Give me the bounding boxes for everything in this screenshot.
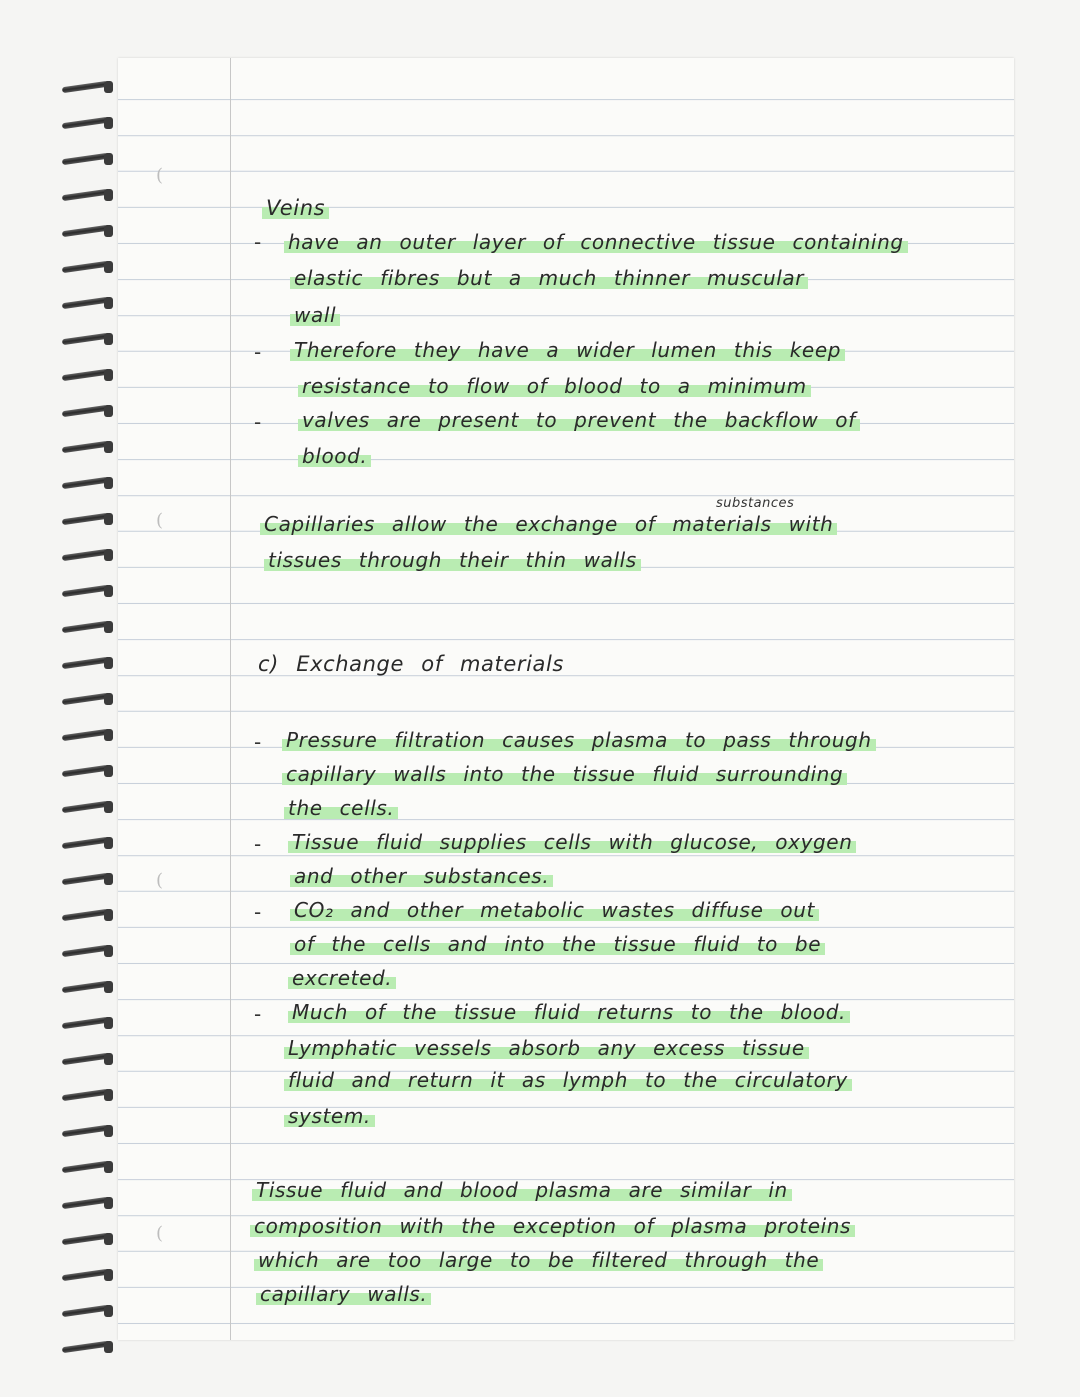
spiral-ring — [58, 1088, 118, 1102]
bullet-dash: - — [254, 1002, 262, 1026]
bullet-dash: - — [254, 230, 262, 254]
spiral-ring — [58, 584, 118, 598]
spiral-wire — [62, 1017, 108, 1029]
spiral-wire — [62, 333, 108, 345]
spiral-ring — [58, 1232, 118, 1246]
veins-line-2: elastic fibres but a much thinner muscular — [290, 266, 808, 290]
spiral-ring — [58, 224, 118, 238]
spiral-hole — [104, 117, 113, 129]
spiral-ring — [58, 332, 118, 346]
spiral-hole — [104, 477, 113, 489]
spiral-hole — [104, 981, 113, 993]
spiral-hole — [104, 765, 113, 777]
spiral-hole — [104, 621, 113, 633]
spiral-wire — [62, 981, 108, 993]
spiral-ring — [58, 548, 118, 562]
exchange-line-4: Tissue fluid supplies cells with glucose, oxygen — [288, 830, 856, 854]
spiral-ring — [58, 1304, 118, 1318]
exchange-line-9: Much of the tissue fluid returns to the blood. — [288, 1000, 850, 1024]
exchange-line-3: the cells. — [284, 796, 398, 820]
spiral-ring — [58, 980, 118, 994]
spiral-ring — [58, 1268, 118, 1282]
spiral-hole — [104, 1269, 113, 1281]
spiral-ring — [58, 656, 118, 670]
spiral-ring — [58, 260, 118, 274]
veins-heading: Veins — [262, 196, 329, 220]
tissue-fluid-line-4: capillary walls. — [256, 1282, 431, 1306]
bullet-dash: - — [254, 832, 262, 856]
exchange-line-1: Pressure filtration causes plasma to pass through — [282, 728, 876, 752]
spiral-hole — [104, 153, 113, 165]
spiral-wire — [62, 441, 108, 453]
exchange-line-8: excreted. — [288, 966, 396, 990]
spiral-ring — [58, 1340, 118, 1354]
spiral-wire — [62, 117, 108, 129]
spiral-ring — [58, 404, 118, 418]
spiral-wire — [62, 405, 108, 417]
spiral-wire — [62, 1233, 108, 1245]
spiral-ring — [58, 1016, 118, 1030]
spiral-wire — [62, 693, 108, 705]
spiral-wire — [62, 657, 108, 669]
punch-hole-mark: ( — [156, 165, 164, 186]
spiral-hole — [104, 873, 113, 885]
spiral-hole — [104, 1233, 113, 1245]
spiral-ring — [58, 116, 118, 130]
spiral-hole — [104, 801, 113, 813]
spiral-wire — [62, 1125, 108, 1137]
spiral-ring — [58, 728, 118, 742]
spiral-hole — [104, 1305, 113, 1317]
spiral-hole — [104, 729, 113, 741]
spiral-wire — [62, 1305, 108, 1317]
spiral-hole — [104, 441, 113, 453]
spiral-wire — [62, 1161, 108, 1173]
spiral-ring — [58, 800, 118, 814]
veins-line-5: resistance to flow of blood to a minimum — [298, 374, 811, 398]
spiral-hole — [104, 909, 113, 921]
spiral-hole — [104, 657, 113, 669]
exchange-line-12: system. — [284, 1104, 375, 1128]
exchange-line-5: and other substances. — [290, 864, 553, 888]
exchange-line-7: of the cells and into the tissue fluid to be — [290, 932, 825, 956]
spiral-ring — [58, 368, 118, 382]
spiral-hole — [104, 261, 113, 273]
veins-line-1: have an outer layer of connective tissue containing — [284, 230, 908, 254]
spiral-hole — [104, 333, 113, 345]
margin-line — [230, 58, 231, 1340]
spiral-wire — [62, 477, 108, 489]
spiral-hole — [104, 549, 113, 561]
spiral-ring — [58, 1160, 118, 1174]
spiral-ring — [58, 476, 118, 490]
veins-line-6: valves are present to prevent the backflow of — [298, 408, 860, 432]
spiral-hole — [104, 297, 113, 309]
spiral-wire — [62, 1269, 108, 1281]
notebook-page — [118, 58, 1014, 1340]
spiral-wire — [62, 261, 108, 273]
bullet-dash: - — [254, 340, 262, 364]
punch-hole-mark: ( — [156, 870, 164, 891]
spiral-ring — [58, 80, 118, 94]
punch-hole-mark: ( — [156, 1223, 164, 1244]
spiral-hole — [104, 837, 113, 849]
spiral-wire — [62, 585, 108, 597]
bullet-dash: - — [254, 410, 262, 434]
spiral-hole — [104, 1017, 113, 1029]
spiral-ring — [58, 440, 118, 454]
spiral-wire — [62, 945, 108, 957]
spiral-ring — [58, 872, 118, 886]
spiral-hole — [104, 585, 113, 597]
exchange-line-10: Lymphatic vessels absorb any excess tissue — [284, 1036, 809, 1060]
spiral-wire — [62, 873, 108, 885]
capillaries-line-2: tissues through their thin walls — [264, 548, 641, 572]
spiral-wire — [62, 1089, 108, 1101]
spiral-hole — [104, 1125, 113, 1137]
spiral-ring — [58, 512, 118, 526]
spiral-binding — [58, 60, 118, 1360]
spiral-wire — [62, 729, 108, 741]
spiral-ring — [58, 944, 118, 958]
exchange-line-11: fluid and return it as lymph to the circulatory — [284, 1068, 852, 1092]
spiral-ring — [58, 296, 118, 310]
tissue-fluid-line-1: Tissue fluid and blood plasma are similar in — [252, 1178, 792, 1202]
spiral-wire — [62, 549, 108, 561]
spiral-hole — [104, 513, 113, 525]
spiral-wire — [62, 1341, 108, 1353]
spiral-wire — [62, 837, 108, 849]
veins-line-3: wall — [290, 303, 340, 327]
spiral-wire — [62, 909, 108, 921]
spiral-ring — [58, 1052, 118, 1066]
exchange-line-2: capillary walls into the tissue fluid surrounding — [282, 762, 847, 786]
exchange-heading: c) Exchange of materials — [258, 652, 564, 676]
spiral-ring — [58, 1124, 118, 1138]
spiral-wire — [62, 189, 108, 201]
bullet-dash: - — [254, 900, 262, 924]
capillaries-line-1: Capillaries allow the exchange of materials with — [260, 512, 837, 536]
bullet-dash: - — [254, 730, 262, 754]
spiral-hole — [104, 693, 113, 705]
spiral-wire — [62, 225, 108, 237]
spiral-ring — [58, 620, 118, 634]
spiral-hole — [104, 369, 113, 381]
spiral-ring — [58, 836, 118, 850]
spiral-ring — [58, 908, 118, 922]
tissue-fluid-line-3: which are too large to be filtered through the — [254, 1248, 823, 1272]
spiral-hole — [104, 1197, 113, 1209]
veins-line-7: blood. — [298, 444, 371, 468]
spiral-wire — [62, 297, 108, 309]
spiral-wire — [62, 1053, 108, 1065]
exchange-line-6: CO₂ and other metabolic wastes diffuse out — [290, 898, 819, 922]
spiral-ring — [58, 1196, 118, 1210]
spiral-hole — [104, 405, 113, 417]
spiral-ring — [58, 764, 118, 778]
spiral-wire — [62, 765, 108, 777]
spiral-wire — [62, 621, 108, 633]
spiral-wire — [62, 801, 108, 813]
punch-hole-mark: ( — [156, 510, 164, 531]
spiral-hole — [104, 1089, 113, 1101]
correction-annotation: substances — [716, 496, 795, 511]
spiral-hole — [104, 1161, 113, 1173]
spiral-wire — [62, 513, 108, 525]
spiral-hole — [104, 1053, 113, 1065]
spiral-hole — [104, 1341, 113, 1353]
spiral-wire — [62, 369, 108, 381]
spiral-hole — [104, 225, 113, 237]
spiral-hole — [104, 81, 113, 93]
spiral-hole — [104, 189, 113, 201]
spiral-wire — [62, 153, 108, 165]
spiral-ring — [58, 188, 118, 202]
veins-line-4: Therefore they have a wider lumen this keep — [290, 338, 845, 362]
spiral-ring — [58, 152, 118, 166]
spiral-wire — [62, 1197, 108, 1209]
spiral-wire — [62, 81, 108, 93]
tissue-fluid-line-2: composition with the exception of plasma proteins — [250, 1214, 855, 1238]
spiral-ring — [58, 692, 118, 706]
spiral-hole — [104, 945, 113, 957]
